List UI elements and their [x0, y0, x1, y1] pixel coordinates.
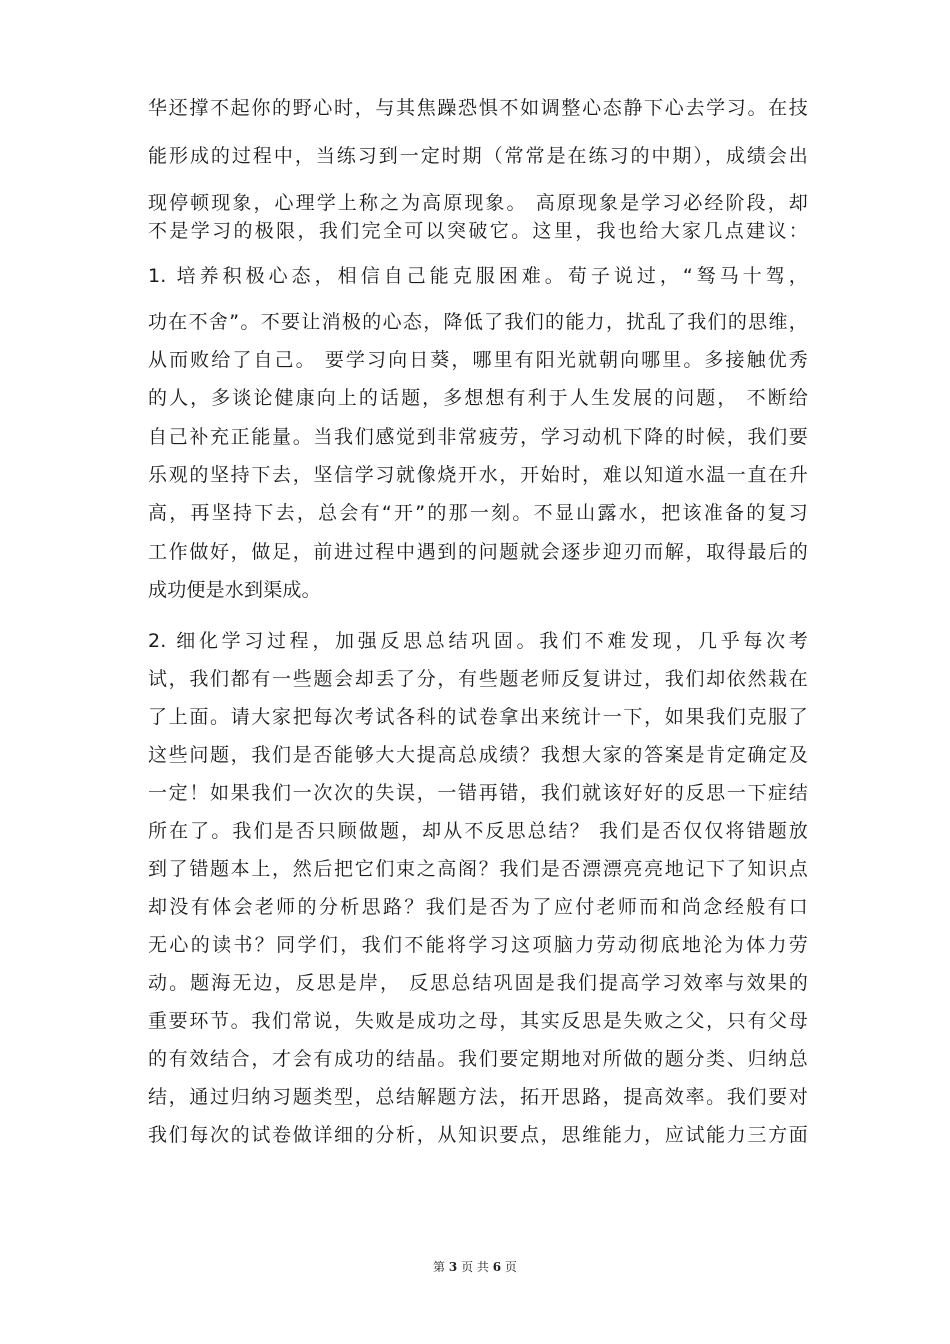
body-text-line: 到了错题本上，然后把它们束之高阁？我们是否漂漂亮亮地记下了知识点: [148, 858, 808, 880]
body-text-line: 的有效结合，才会有成功的结晶。我们要定期地对所做的题分类、归纳总: [148, 1048, 808, 1070]
body-text-line: 一定！如果我们一次次的失误，一错再错，我们就该好好的反思一下症结: [148, 782, 808, 804]
body-text-line: 从而败给了自己。 要学习向日葵，哪里有阳光就朝向哪里。多接触优秀: [148, 349, 808, 371]
body-text-line: 了上面。请大家把每次考试各科的试卷拿出来统计一下，如果我们克服了: [148, 706, 808, 728]
body-text-line: 的人，多谈论健康向上的话题，多想想有利于人生发展的问题， 不断给: [148, 387, 808, 409]
footer-suffix: 页: [504, 1260, 517, 1274]
body-text-line: 华还撑不起你的野心时，与其焦躁恐惧不如调整心态静下心去学习。在技: [148, 97, 808, 119]
body-text-line: 无心的读书？同学们，我们不能将学习这项脑力劳动彻底地沦为体力劳: [148, 934, 808, 956]
body-text-line: 这些问题，我们是否能够大大提高总成绩？我想大家的答案是肯定确定及: [148, 744, 808, 766]
body-text-line: 2. 细化学习过程，加强反思总结巩固。我们不难发现，几乎每次考: [148, 630, 808, 652]
body-text-line: 自己补充正能量。当我们感觉到非常疲劳，学习动机下降的时候，我们要: [148, 426, 808, 448]
footer-middle: 页 共: [461, 1260, 489, 1274]
body-text-line: 功在不舍”。不要让消极的心态，降低了我们的能力，扰乱了我们的思维，: [148, 311, 808, 333]
body-text-line: 高，再坚持下去，总会有“开”的那一刻。不显山露水，把该准备的复习: [148, 502, 808, 524]
page-footer: [0, 1258, 950, 1275]
body-text-line: 结，通过归纳习题类型，总结解题方法，拓开思路，提高效率。我们要对: [148, 1086, 808, 1108]
body-text-line: 重要环节。我们常说，失败是成功之母，其实反思是失败之父，只有父母: [148, 1010, 808, 1032]
body-text-line: 工作做好，做足，前进过程中遇到的问题就会逐步迎刃而解，取得最后的: [148, 541, 808, 563]
body-text-line: 所在了。我们是否只顾做题，却从不反思总结？ 我们是否仅仅将错题放: [148, 820, 808, 842]
body-text-line: 现停顿现象，心理学上称之为高原现象。 高原现象是学习必经阶段，却: [148, 192, 808, 214]
body-text-line: 动。题海无边，反思是岸， 反思总结巩固是我们提高学习效率与效果的: [148, 972, 808, 994]
body-text-line: 不是学习的极限，我们完全可以突破它。这里，我也给大家几点建议：: [148, 220, 808, 242]
current-page-number: 3: [448, 1260, 458, 1274]
body-text-line: 1. 培养积极心态，相信自己能克服困难。荀子说过，“驽马十驾，: [148, 265, 808, 287]
body-text-line: 成功便是水到渠成。: [148, 579, 321, 601]
body-text-line: 我们每次的试卷做详细的分析，从知识要点，思维能力，应试能力三方面: [148, 1124, 808, 1146]
body-text-line: 试，我们都有一些题会却丢了分，有些题老师反复讲过，我们却依然栽在: [148, 668, 808, 690]
footer-prefix: 第: [433, 1260, 446, 1274]
total-page-count: 6: [492, 1260, 502, 1274]
body-text-line: 乐观的坚持下去，坚信学习就像烧开水，开始时，难以知道水温一直在升: [148, 464, 808, 486]
body-text-line: 能形成的过程中，当练习到一定时期（常常是在练习的中期），成绩会出: [148, 145, 808, 167]
body-text-line: 却没有体会老师的分析思路？我们是否为了应付老师而和尚念经般有口: [148, 896, 808, 918]
